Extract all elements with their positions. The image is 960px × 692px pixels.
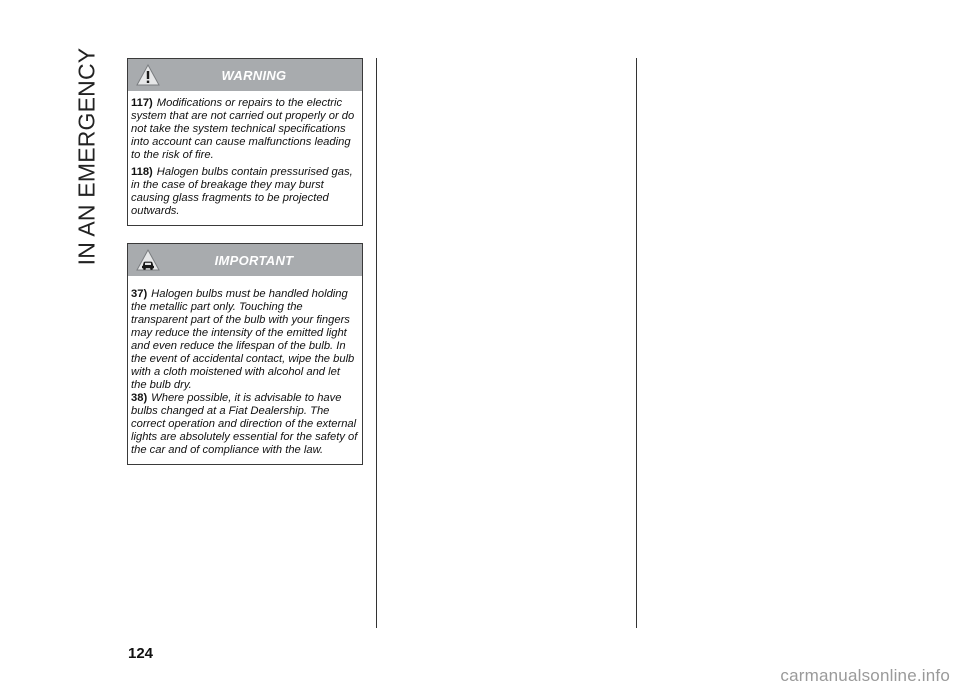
important-title: IMPORTANT [214, 252, 294, 268]
column-divider-left [376, 58, 377, 628]
warning-title: WARNING [221, 67, 287, 83]
warning-note [131, 97, 358, 162]
important-box [127, 243, 363, 465]
section-title [72, 47, 102, 265]
note-text: Halogen bulbs contain pressurised gas, in the case of breakage they may burst causing glass fragments to be projected outwards. [131, 166, 353, 217]
column-divider-right [636, 58, 637, 628]
note-text: Modifications or repairs to the electric system that are not carried out properly or do not take the system technical specifications into account can cause malfunctions leading to the risk of fire. [131, 97, 355, 161]
note-text: Where possible, it is advisable to have bulbs changed at a Fiat Dealership. The correct operation and direction of the external lights are absolutely essential for the safety of the car and of compliance with the law. [131, 392, 358, 456]
warning-note [131, 166, 358, 218]
note-number: 38) [131, 392, 148, 404]
important-note [131, 392, 358, 457]
important-header [128, 244, 362, 276]
note-number: 118) [131, 166, 153, 178]
important-note [131, 288, 358, 392]
section-title-text: IN AN EMERGENCY [73, 47, 100, 265]
car-service-icon [135, 247, 161, 273]
note-text: Halogen bulbs must be handled holding the metallic part only. Touching the transparent part of the bulb with your fingers may reduce the intensity of the emitted light and even reduce the lifespan of the bulb. In the event of accidental contact, wipe the bulb with a cloth moistened with alcohol and let the bulb dry. [131, 288, 355, 391]
warning-box [127, 58, 363, 226]
watermark: carmanualsonline.info [780, 666, 950, 685]
warning-triangle-icon [135, 62, 161, 88]
warning-body [128, 91, 362, 225]
note-number: 117) [131, 97, 153, 109]
warning-header [128, 59, 362, 91]
important-body [128, 276, 362, 464]
page-number: 124 [128, 645, 154, 662]
note-number: 37) [131, 288, 148, 300]
